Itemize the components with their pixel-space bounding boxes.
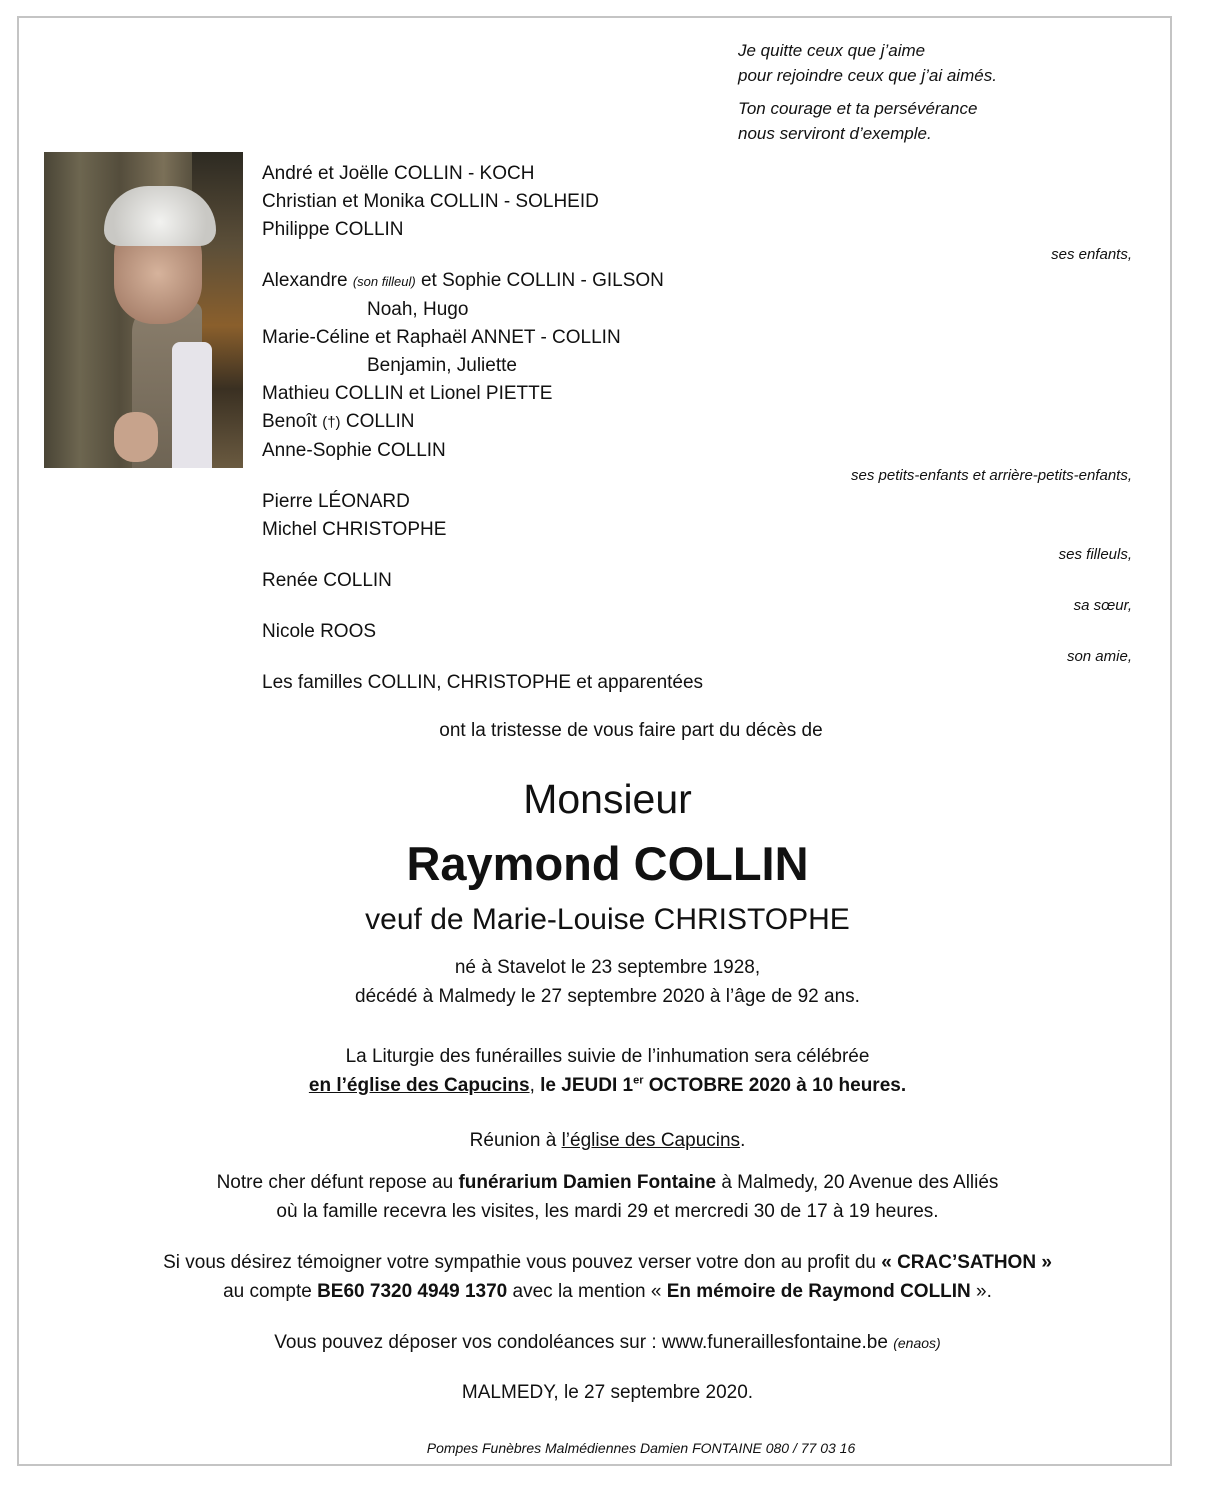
epigraph <box>738 38 997 146</box>
family-member: Christian et Monika COLLIN - SOLHEID <box>262 191 599 212</box>
announcement-intro: ont la tristesse de vous faire part du décès de <box>439 720 823 741</box>
donation-info: Si vous désirez témoigner votre sympathie vous pouvez verser votre don au profit du « CRAC’SATHON » au compte BE60 7320 4949 1370 avec la mention « En mémoire de Raymond COLLIN ». <box>163 1252 1052 1302</box>
children-list <box>262 160 599 244</box>
church-name: en l’église des Capucins <box>308 1075 530 1096</box>
meeting-place: l’église des Capucins <box>561 1130 741 1151</box>
family-member: Noah, Hugo <box>367 299 469 320</box>
place-and-date: MALMEDY, le 27 septembre 2020. <box>461 1382 754 1403</box>
funeral-home: funérarium Damien Fontaine <box>458 1172 717 1193</box>
liturgy-line: La Liturgie des funérailles suivie de l’inhumation sera célébrée <box>345 1046 870 1067</box>
epigraph-line: Ton courage et ta persévérance <box>738 99 978 118</box>
family-member: Benoît (†) COLLIN <box>262 411 415 432</box>
life-dates <box>0 953 1215 1011</box>
godchildren-list <box>262 488 446 544</box>
godchildren-role: ses filleuls, <box>1058 546 1132 563</box>
friend-role: son amie, <box>1066 648 1132 665</box>
family-member: Philippe COLLIN <box>262 219 404 240</box>
condolences-info: Vous pouvez déposer vos condoléances sur : www.funeraillesfontaine.be (enaos) <box>274 1332 941 1353</box>
children-role: ses enfants, <box>1051 246 1132 263</box>
family-member: Michel CHRISTOPHE <box>262 519 447 540</box>
portrait-photo <box>44 152 243 468</box>
family-member: André et Joëlle COLLIN - KOCH <box>262 163 535 184</box>
deceased-title: Monsieur <box>523 776 692 822</box>
birth-line: né à Stavelot le 23 septembre 1928, <box>454 957 761 978</box>
families: Les familles COLLIN, CHRISTOPHE et apparentées <box>262 672 704 693</box>
family-member: Marie-Céline et Raphaël ANNET - COLLIN <box>262 327 621 348</box>
visitation-hours: où la famille recevra les visites, les mardi 29 et mercredi 30 de 17 à 19 heures. <box>276 1201 939 1222</box>
epigraph-line: pour rejoindre ceux que j’ai aimés. <box>738 66 997 85</box>
sister-role: sa sœur, <box>1073 597 1132 614</box>
sister: Renée COLLIN <box>262 570 392 591</box>
epigraph-line: nous serviront d’exemple. <box>738 124 932 143</box>
liturgy-info <box>0 1042 1215 1100</box>
friend: Nicole ROOS <box>262 621 377 642</box>
widower-of: veuf de Marie-Louise CHRISTOPHE <box>365 903 850 936</box>
funeral-director-footer: Pompes Funèbres Malmédiennes Damien FONTAINE 080 / 77 03 16 <box>426 1440 856 1456</box>
visitation-info: Notre cher défunt repose au funérarium Damien Fontaine à Malmedy, 20 Avenue des Alliés où la famille recevra les visites, les mardi 29 et mercredi 30 de 17 à 19 heures. <box>0 1168 1215 1226</box>
deceased-name: Raymond COLLIN <box>406 837 809 890</box>
liturgy-date-line: en l’église des Capucins, le JEUDI 1er OCTOBRE 2020 à 10 heures. <box>308 1074 907 1096</box>
grandchildren-role: ses petits-enfants et arrière-petits-enfants, <box>851 467 1132 484</box>
meeting-info: Réunion à l’église des Capucins. <box>469 1130 746 1151</box>
family-member: Mathieu COLLIN et Lionel PIETTE <box>262 383 553 404</box>
death-line: décédé à Malmedy le 27 septembre 2020 à l’âge de 92 ans. <box>355 986 860 1007</box>
epigraph-line: Je quitte ceux que j’aime <box>738 41 926 60</box>
bank-account: BE60 7320 4949 1370 <box>317 1281 508 1302</box>
grandchildren-list <box>262 267 664 465</box>
charity-name: « CRAC’SATHON » <box>881 1252 1052 1273</box>
family-member: Alexandre (son filleul) et Sophie COLLIN - GILSON <box>262 270 664 291</box>
family-member: Benjamin, Juliette <box>367 355 517 376</box>
family-member: Anne-Sophie COLLIN <box>262 440 446 461</box>
donation-mention: En mémoire de Raymond COLLIN <box>666 1281 971 1302</box>
family-member: Pierre LÉONARD <box>262 491 410 512</box>
